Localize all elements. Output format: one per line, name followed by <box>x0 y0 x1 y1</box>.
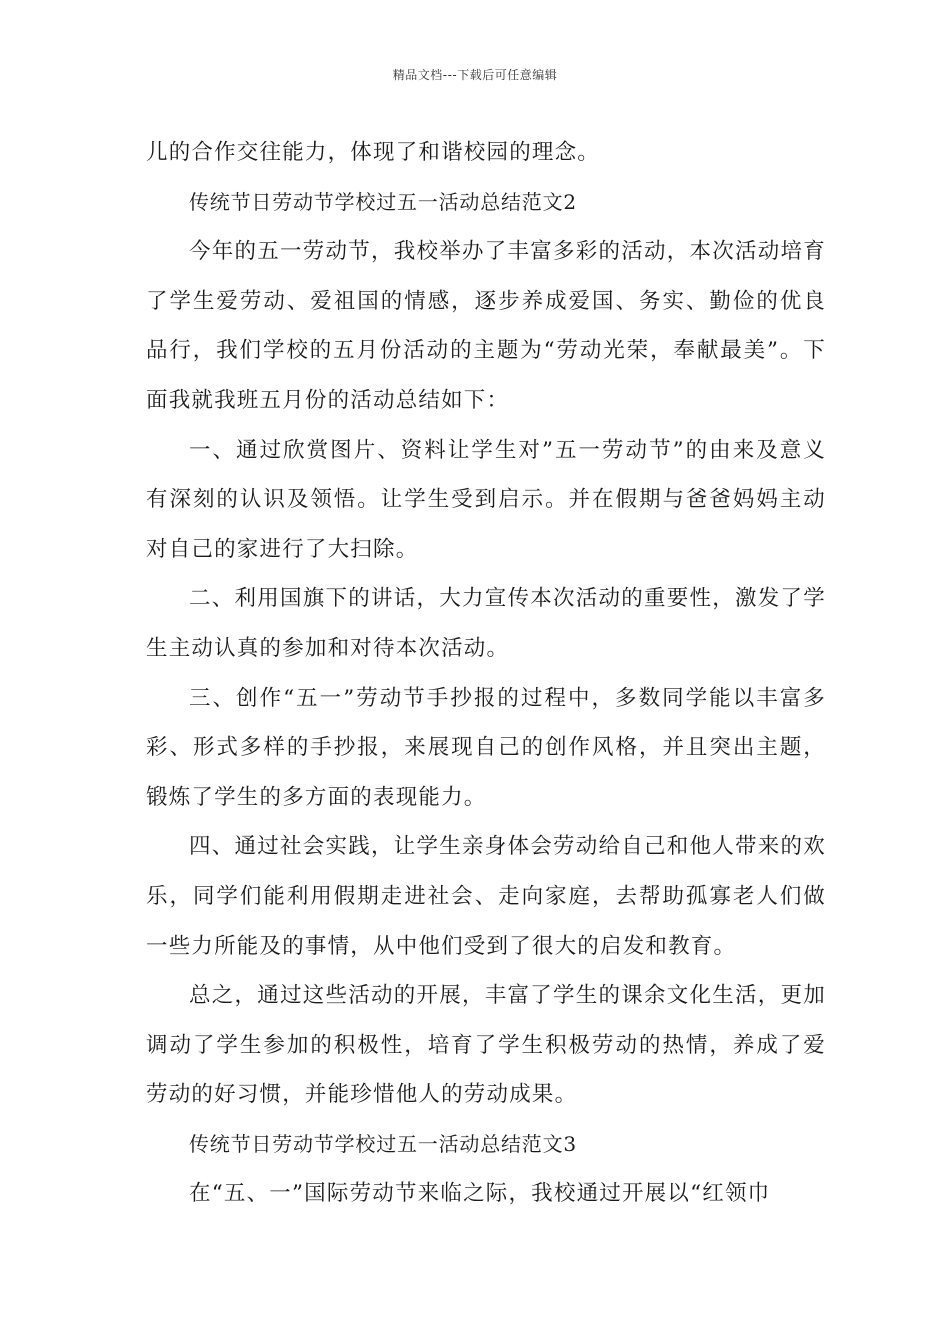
document-body <box>146 128 826 1219</box>
page-header: 精品文档---下载后可任意编辑 <box>392 68 558 82</box>
paragraph: 在“五、一”国际劳动节来临之际，我校通过开展以“红领巾 <box>189 1181 771 1207</box>
paragraph: 总之，通过这些活动的开展，丰富了学生的课余文化生活，更加调动了学生参加的积极性，培育了学生积极劳动的热情，养成了爱劳动的好习惯，并能珍惜他人的劳动成果。 <box>146 983 826 1108</box>
paragraph: 三、创作“五一”劳动节手抄报的过程中，多数同学能以丰富多彩、形式多样的手抄报，来展现自己的创作风格，并且突出主题，锻炼了学生的多方面的表现能力。 <box>146 685 826 810</box>
paragraph-continuation: 儿的合作交往能力，体现了和谐校园的理念。 <box>146 140 601 165</box>
paragraph: 二、利用国旗下的讲话，大力宣传本次活动的重要性，激发了学生主动认真的参加和对待本次活动。 <box>146 586 826 661</box>
paragraph: 四、通过社会实践，让学生亲身体会劳动给自己和他人带来的欢乐，同学们能利用假期走进社会、走向家庭，去帮助孤寡老人们做一些力所能及的事情，从中他们受到了很大的启发和教育。 <box>146 834 826 959</box>
paragraph: 今年的五一劳动节，我校举办了丰富多彩的活动，本次活动培育了学生爱劳动、爱祖国的情感，逐步养成爱国、务实、勤俭的优良品行，我们学校的五月份活动的主题为“劳动光荣，奉献最美”。下面我就我班五月份的活动总结如下： <box>146 239 826 413</box>
section-heading: 传统节日劳动节学校过五一活动总结范文2 <box>189 189 577 214</box>
paragraph: 一、通过欣赏图片、资料让学生对”五一劳动节”的由来及意义有深刻的认识及领悟。让学生受到启示。并在假期与爸爸妈妈主动对自己的家进行了大扫除。 <box>146 437 826 562</box>
section-heading: 传统节日劳动节学校过五一活动总结范文3 <box>189 1131 577 1156</box>
